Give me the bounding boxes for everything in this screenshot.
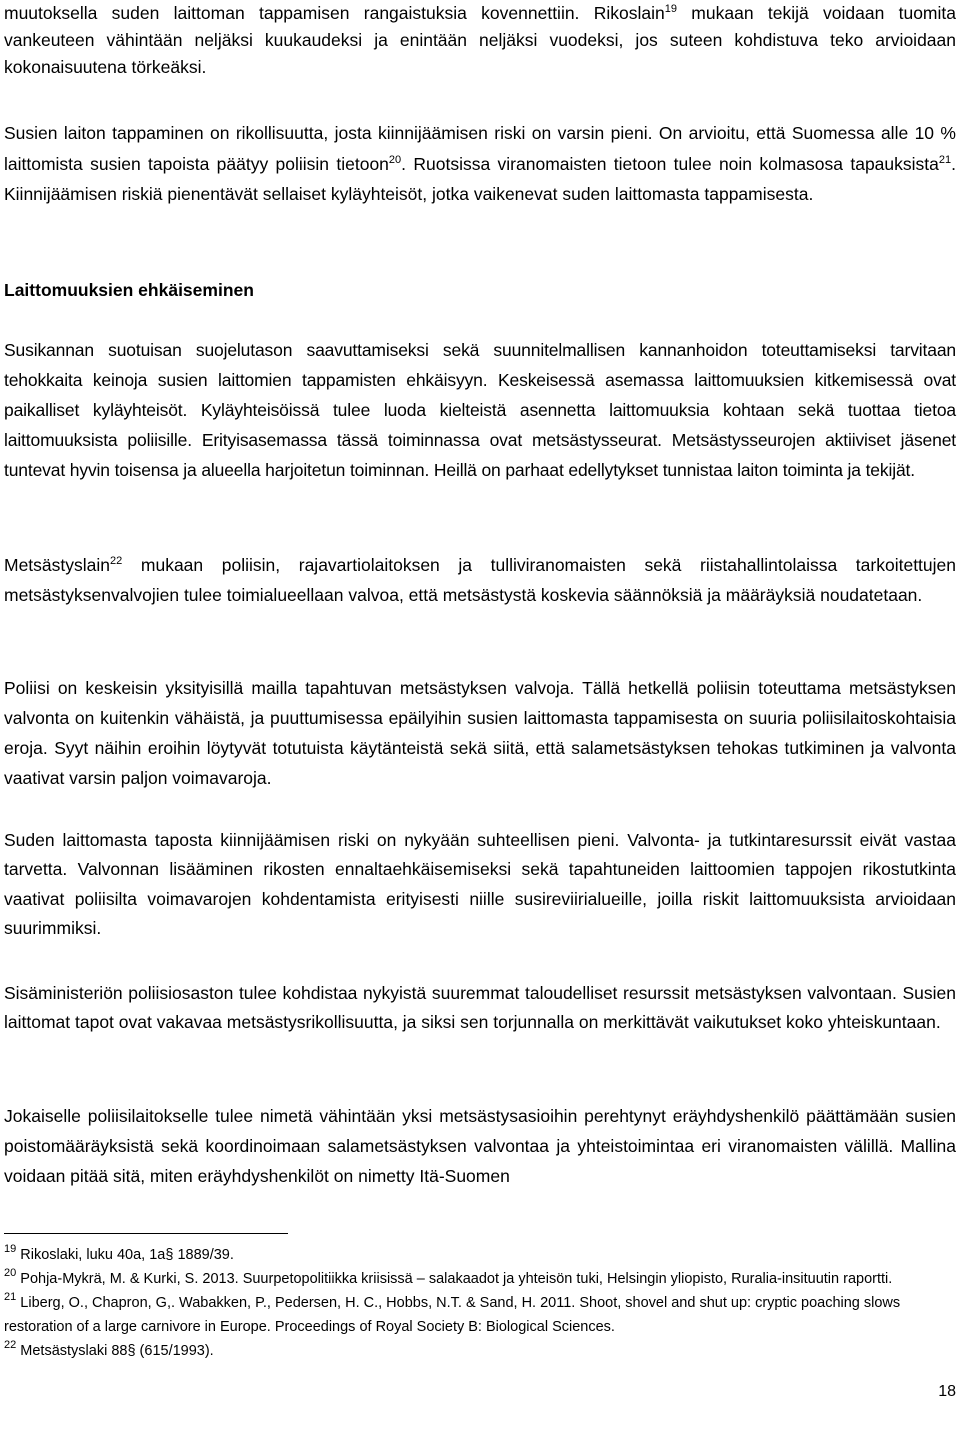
footnote-ref-21[interactable]: 21 <box>938 153 952 166</box>
paragraph-contact-persons: Jokaiselle poliisilaitokselle tulee nimetä vähintään yksi metsästysasioihin perehtynyt eräyhdyshenkilö päättämään susien poistomääräyksistä sekä koordinoimaan salametsästyksen valvontaa ja yhteistoimintaa eri viranomaisten välillä. Mallina voidaan pitää sitä, miten eräyhdyshenkilöt on nimetty Itä-Suomen <box>4 1106 956 1186</box>
paragraph-penalties: muutoksella suden laittoman tappamisen rangaistuksia kovennettiin. Rikoslain$^{19}$ mukaan tekijä voidaan tuomita vankeuteen vähintään neljäksi kuukaudeksi ja enintään neljäksi vuodeksi, jos suteen kohdistuva teko arvioidaan kokonaisuutena törkeäksi. <box>4 3 956 77</box>
footnote-20: $^{20}$ Pohja-Mykrä, M. & Kurki, S. 2013. Suurpetopolitiikka kriisissä – salakaadot ja yhteisön tuki, Helsingin yliopisto, Ruralia-insituutin raportti. <box>4 1267 893 1287</box>
paragraph-ministry: Sisäministeriön poliisiosaston tulee kohdistaa nykyistä suuremmat taloudelliset resurssit metsästyksen valvontaan. Susien laittomat tapot ovat vakavaa metsästysrikollisuutta, ja siksi sen torjunnalla on merkittävät vaikutukset koko yhteiskuntaan. <box>4 983 956 1033</box>
footnote-ref-19[interactable]: 19 <box>664 3 677 15</box>
footnote-19: $^{19}$ Rikoslaki, luku 40a, 1a§ 1889/39. <box>4 1243 234 1263</box>
footnotes <box>4 1243 956 1363</box>
footnote-ref-22[interactable]: 22 <box>110 555 123 567</box>
footnote-ref-20[interactable]: 20 <box>388 153 402 166</box>
paragraph-police-supervision: Poliisi on keskeisin yksityisillä mailla tapahtuvan metsästyksen valvoja. Tällä hetkellä poliisin toteuttama metsästyksen valvonta on kuitenkin vähäistä, ja puuttumisessa epäilyihin susien laittomasta tappamisesta on suuria poliisilaitoskohtaisia eroja. Syyt näihin eroihin löytyvät totutuista käytänteistä sekä siitä, että salametsästyksen tehokas tutkiminen ja valvonta vaativat varsin paljon voimavaroja. <box>4 678 956 788</box>
footnote-separator <box>4 1233 288 1234</box>
section-heading: Laittomuuksien ehkäiseminen <box>4 280 254 300</box>
footnote-22: $^{22}$ Metsästyslaki 88§ (615/1993). <box>4 1339 214 1359</box>
page-number: 18 <box>938 1383 956 1400</box>
footnote-21: $^{21}$ Liberg, O., Chapron, G,. Wabakken, P., Pedersen, H. C., Hobbs, N.T. & Sand, H. 2011. Shoot, shovel and shut up: cryptic poaching slows restoration of a large carnivore in Europe. Proceedings of Royal Society B: Biological Sciences. <box>4 1291 901 1335</box>
paragraph-detection-risk: Susien laiton tappaminen on rikollisuutta, josta kiinnijäämisen riski on varsin pieni. On arvioitu, että Suomessa alle 10 % laittomista susien tapoista päätyy poliisin tietoon$^{20}$. Ruotsissa viranomaisten tietoon tulee noin kolmasosa tapauksista$^{21}$. Kiinnijäämisen riskiä pienentävät sellaiset kyläyhteisöt, jotka vaikenevat suden laittomasta tappamisesta. <box>4 123 956 204</box>
paragraph-hunting-act: Metsästyslain$^{22}$ mukaan poliisin, rajavartiolaitoksen ja tulliviranomaisten sekä riistahallintolaissa tarkoitettujen metsästyksenvalvojien tulee toimialueellaan valvoa, että metsästystä koskevia säännöksiä ja määräyksiä noudatetaan. <box>4 555 956 605</box>
paragraph-prevention: Susikannan suotuisan suojelutason saavuttamiseksi sekä suunnitelmallisen kannanhoidon toteuttamiseksi tarvitaan tehokkaita keinoja susien laittomien tappamisten ehkäisyyn. Keskeisessä asemassa laittomuuksien kitkemisessä ovat paikalliset kyläyhteisöt. Kyläyhteisöissä tulee luoda kielteistä asennetta laittomuuksia kohtaan sekä tuottaa tietoa laittomuuksista poliisille. Erityisasemassa tässä toiminnassa ovat metsästysseurat. Metsästysseurojen aktiiviset jäsenet tuntevat hyvin toisensa ja alueella harjoitetun toiminnan. Heillä on parhaat edellytykset tunnistaa laiton toiminta ja tekijät. <box>4 340 956 480</box>
paragraph-resources: Suden laittomasta taposta kiinnijäämisen riski on nykyään suhteellisen pieni. Valvonta- ja tutkintaresurssit eivät vastaa tarvetta. Valvonnan lisääminen rikosten ennaltaehkäisemiseksi sekä tapahtuneiden laittoomien tappojen rikostutkinta vaativat poliisilta voimavarojen kohdentamista erityisesti niille susireviirialueille, joilla riskit laittomuuksista arvioidaan suurimmiksi. <box>4 830 956 938</box>
